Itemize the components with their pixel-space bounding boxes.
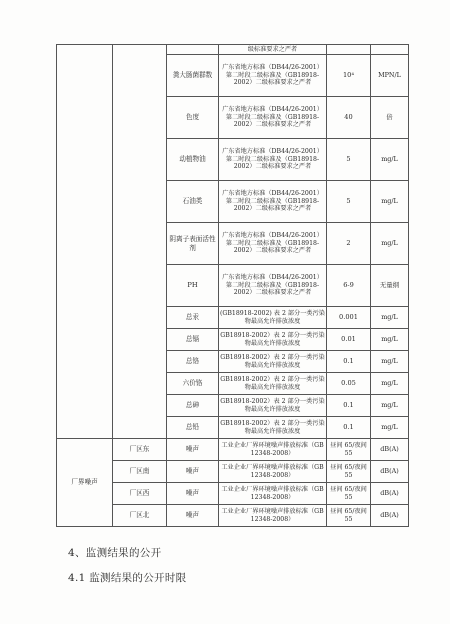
unit-cell: mg/L	[371, 329, 409, 351]
unit-cell: mg/L	[371, 395, 409, 417]
noise-location: 厂区南	[113, 461, 167, 483]
standard-cell: 工业企业厂界环境噪声排放标准（GB 12348-2008）	[219, 483, 327, 505]
noise-location: 厂区东	[113, 439, 167, 461]
unit-cell: mg/L	[371, 307, 409, 329]
limit-value: 6-9	[327, 265, 371, 307]
standard-cell: 级标准要求之严者	[219, 45, 327, 55]
pollutant-name: 阴离子表面活性剂	[167, 223, 219, 265]
pollutant-name: 总铅	[167, 417, 219, 439]
standard-cell: GB18918-2002）表 2 部分一类污染物最高允许排放浓度	[219, 373, 327, 395]
section-heading: 4、监测结果的公开	[68, 547, 162, 559]
unit-cell: mg/L	[371, 139, 409, 181]
standard-cell: 广东省地方标准（DB44/26-2001）第二时段二级标准及（GB18918-2002）二级标准要求之严者	[219, 139, 327, 181]
standard-cell: 工业企业厂界环境噪声排放标准（GB 12348-2008）	[219, 439, 327, 461]
pollutant-name: 总汞	[167, 307, 219, 329]
noise-item: 噪声	[167, 483, 219, 505]
standard-cell: GB18918-2002）表 2 部分一类污染物最高允许排放浓度	[219, 329, 327, 351]
limit-value: 昼间 65/夜间 55	[327, 483, 371, 505]
limit-value: 40	[327, 97, 371, 139]
noise-location: 厂区北	[113, 505, 167, 527]
pollutant-name	[167, 45, 219, 55]
pollutant-name: 动植物油	[167, 139, 219, 181]
limit-value: 0.05	[327, 373, 371, 395]
unit-cell: dB(A)	[371, 483, 409, 505]
standard-cell: GB18918-2002）表 2 部分一类污染物最高允许排放浓度	[219, 417, 327, 439]
unit-cell: dB(A)	[371, 505, 409, 527]
noise-item: 噪声	[167, 505, 219, 527]
noise-item: 噪声	[167, 461, 219, 483]
standard-cell: 广东省地方标准（DB44/26-2001）第二时段二级标准及（GB18918-2002）二级标准要求之严者	[219, 55, 327, 97]
standard-cell: 广东省地方标准（DB44/26-2001）第二时段二级标准及（GB18918-2002）二级标准要求之严者	[219, 97, 327, 139]
noise-group-label: 厂界噪声	[57, 439, 113, 527]
subsection-heading: 4.1 监测结果的公开时限	[68, 572, 187, 584]
standard-cell: 工业企业厂界环境噪声排放标准（GB 12348-2008）	[219, 505, 327, 527]
pollutant-name: 总铬	[167, 351, 219, 373]
unit-cell: 无量纲	[371, 265, 409, 307]
noise-location: 厂区西	[113, 483, 167, 505]
limit-value: 0.01	[327, 329, 371, 351]
unit-cell: dB(A)	[371, 461, 409, 483]
pollutant-name: PH	[167, 265, 219, 307]
limit-value: 昼间 65/夜间 55	[327, 439, 371, 461]
limit-value: 0.1	[327, 351, 371, 373]
table-row	[57, 439, 409, 461]
table-row	[57, 45, 409, 55]
standard-cell: (GB18918-2002) 表 2 部分一类污染物最高允许排放浓度	[219, 307, 327, 329]
limit-value: 0.1	[327, 395, 371, 417]
pollutant-name: 总镉	[167, 329, 219, 351]
standard-cell: 广东省地方标准（DB44/26-2001）第二时段二级标准及（GB18918-2002）二级标准要求之严者	[219, 223, 327, 265]
standard-cell: 广东省地方标准（DB44/26-2001）第二时段二级标准及（GB18918-2002）二级标准要求之严者	[219, 181, 327, 223]
pollutant-name: 总砷	[167, 395, 219, 417]
limit-value: 10⁴	[327, 55, 371, 97]
limit-value: 5	[327, 181, 371, 223]
limit-value: 5	[327, 139, 371, 181]
blank-group-cell	[57, 45, 113, 439]
limit-value: 0.1	[327, 417, 371, 439]
monitoring-standards-table	[56, 44, 409, 527]
limit-value	[327, 45, 371, 55]
standard-cell: 工业企业厂界环境噪声排放标准（GB 12348-2008）	[219, 461, 327, 483]
limit-value: 2	[327, 223, 371, 265]
unit-cell: mg/L	[371, 417, 409, 439]
unit-cell: mg/L	[371, 373, 409, 395]
unit-cell: mg/L	[371, 351, 409, 373]
unit-cell	[371, 45, 409, 55]
pollutant-name: 色度	[167, 97, 219, 139]
unit-cell: dB(A)	[371, 439, 409, 461]
unit-cell: mg/L	[371, 181, 409, 223]
unit-cell: mg/L	[371, 223, 409, 265]
limit-value: 0.001	[327, 307, 371, 329]
standard-cell: GB18918-2002）表 2 部分一类污染物最高允许排放浓度	[219, 351, 327, 373]
blank-location-cell	[113, 45, 167, 439]
unit-cell: 倍	[371, 97, 409, 139]
standard-cell: GB18918-2002）表 2 部分一类污染物最高允许排放浓度	[219, 395, 327, 417]
limit-value: 昼间 65/夜间 55	[327, 505, 371, 527]
unit-cell: MPN/L	[371, 55, 409, 97]
standard-cell: 广东省地方标准（DB44/26-2001）第二时段二级标准及（GB18918-2002）二级标准要求之严者	[219, 265, 327, 307]
pollutant-name: 六价铬	[167, 373, 219, 395]
limit-value: 昼间 65/夜间 55	[327, 461, 371, 483]
pollutant-name: 石油类	[167, 181, 219, 223]
noise-item: 噪声	[167, 439, 219, 461]
pollutant-name: 粪大肠菌群数	[167, 55, 219, 97]
